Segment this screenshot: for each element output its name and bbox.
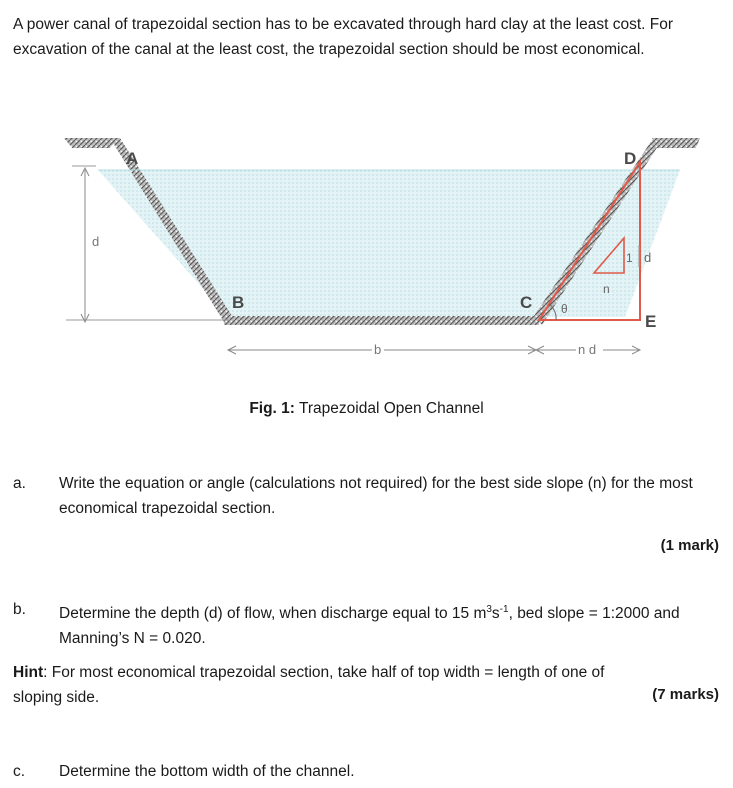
label-E: E [645,312,657,331]
question-a-marks: (1 mark) [660,537,719,554]
depth-label-left: d [92,234,100,249]
svg-text:n: n [603,282,610,296]
hint-paragraph [13,660,633,710]
question-b-text: Determine the depth (d) of flow, when discharge equal to 15 $m^3s^{-1}$, bed slope = 1:2000 and Manning’s N = 0.020. [59,604,680,648]
nd-label: n d [578,342,597,357]
caption-prefix: Fig. 1: [249,400,295,417]
channel-bed [224,316,539,325]
label-D: D [624,149,637,168]
hint-label: Hint [13,664,44,681]
svg-text:θ: θ [561,302,568,316]
caption-text: Trapezoidal Open Channel [298,400,484,417]
label-B: B [232,293,245,312]
question-b-marks: (7 marks) [652,686,719,703]
label-C: C [520,293,533,312]
label-A: A [126,149,139,168]
svg-text:d: d [644,250,652,265]
hint-text: : For most economical trapezoidal section, take half of top width = length of one of sloping side. [13,664,605,706]
question-a-label: a. [13,475,26,492]
question-c-text: Determine the bottom width of the channel. [59,763,355,780]
trapezoidal-channel-figure [0,130,733,400]
ground-left-top [64,138,118,148]
intro-paragraph: A power canal of trapezoidal section has to be excavated through hard clay at the least cost. For excavation of the canal at the least cost, the trapezoidal section should be most economical. [13,16,673,58]
ground-right-top [652,138,700,148]
question-a-text: Write the equation or angle (calculations not required) for the best side slope (n) for the most economical trapezoidal section. [59,475,693,517]
question-b-label: b. [13,601,26,618]
figure-caption [0,400,733,418]
svg-text:1: 1 [626,251,633,265]
question-c-label: c. [13,763,26,780]
bottom-width-label: b [374,342,382,357]
